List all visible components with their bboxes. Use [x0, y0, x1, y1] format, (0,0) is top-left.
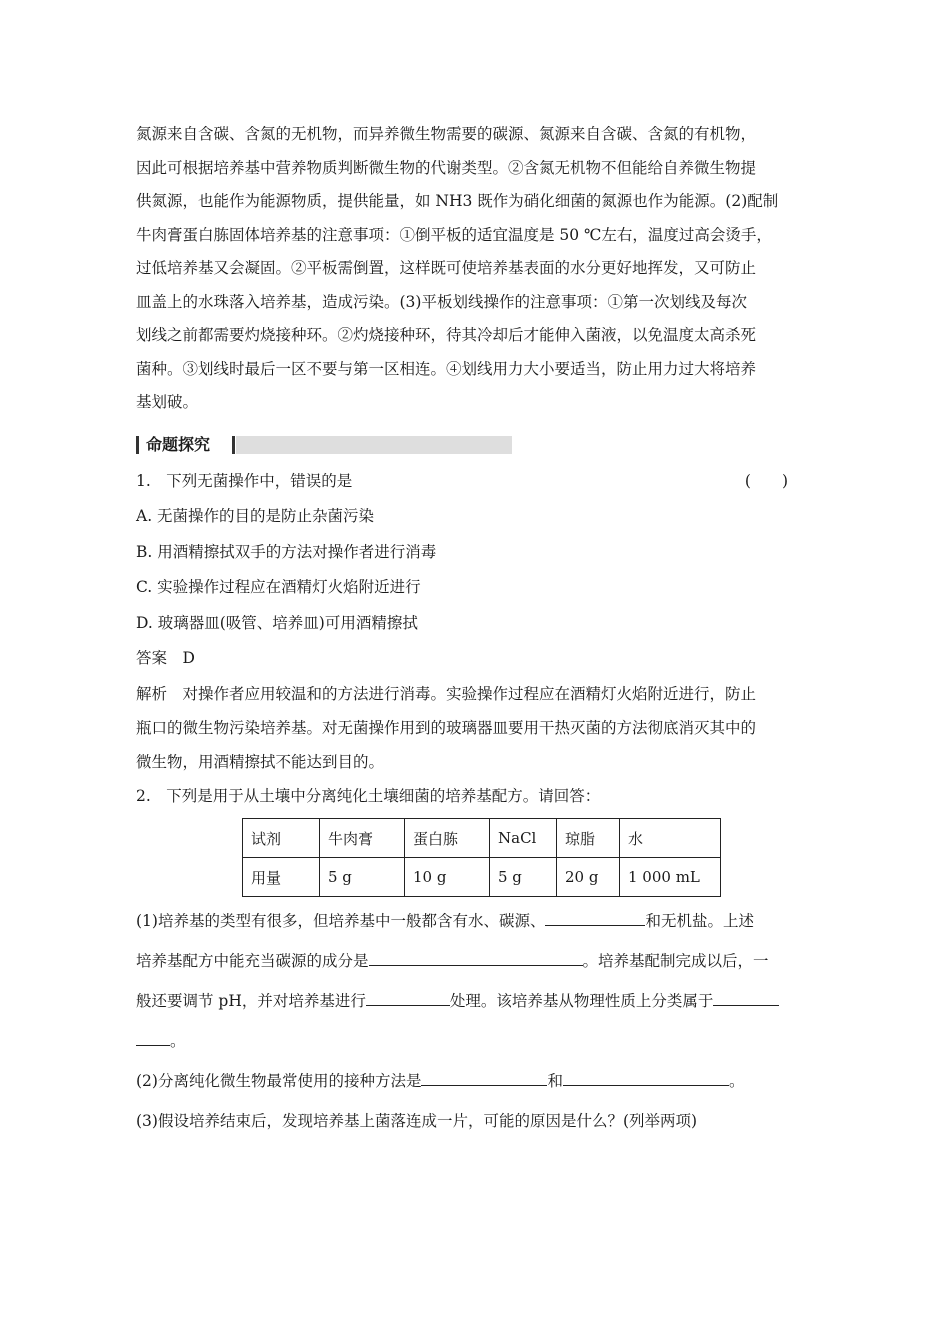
- text-line: 菌种。③划线时最后一区不要与第一区相连。④划线用力大小要适当，防止用力过大将培养: [136, 359, 757, 378]
- recipe-table: [242, 818, 721, 897]
- section-header-tick-left: [136, 436, 139, 454]
- table-cell: 20 g: [557, 858, 620, 897]
- option-d: D. 玻璃器皿(吸管、培养皿)可用酒精擦拭: [136, 613, 418, 632]
- table-cell: 10 g: [405, 858, 490, 897]
- question-2: [136, 779, 826, 1142]
- option-a: A. 无菌操作的目的是防止杂菌污染: [136, 507, 375, 525]
- text-fragment: (1)培养基的类型有很多，但培养基中一般都含有水、碳源、: [136, 912, 546, 930]
- document-page: [136, 118, 826, 1141]
- table-row: [243, 819, 721, 858]
- text-line: (3)假设培养结束后，发现培养基上菌落连成一片，可能的原因是什么？(列举两项): [136, 1112, 698, 1130]
- text-line: 皿盖上的水珠落入培养基，造成污染。(3)平板划线操作的注意事项：①第一次划线及每次: [136, 292, 747, 311]
- sub-question-3: [136, 1101, 826, 1141]
- option-c: C. 实验操作过程应在酒精灯火焰附近进行: [136, 578, 421, 596]
- table-cell: 牛肉膏: [320, 819, 405, 858]
- table-cell: 蛋白胨: [405, 819, 490, 858]
- fill-blank[interactable]: [369, 947, 583, 966]
- option-b: B. 用酒精擦拭双手的方法对操作者进行消毒: [136, 542, 437, 561]
- text-line: 过低培养基又会凝固。②平板需倒置，这样既可使培养基表面的水分更好地挥发，又可防止: [136, 259, 757, 277]
- table-cell: NaCl: [490, 819, 557, 858]
- answer-parentheses: ( ): [744, 471, 788, 490]
- fill-blank[interactable]: [713, 987, 779, 1006]
- table-cell: 试剂: [243, 819, 320, 858]
- text-line: 瓶口的微生物污染培养基。对无菌操作用到的玻璃器皿要用干热灭菌的方法彻底消灭其中的: [136, 718, 757, 737]
- fill-blank[interactable]: [563, 1067, 729, 1086]
- text-line: 供氮源，也能作为能源物质，提供能量，如 NH3 既作为硝化细菌的氮源也作为能源。(2)配制: [136, 192, 779, 210]
- fill-blank[interactable]: [136, 1027, 170, 1046]
- section-title: 命题探究: [146, 434, 211, 454]
- fill-blank[interactable]: [366, 987, 450, 1006]
- text-line: 微生物，用酒精擦拭不能达到目的。: [136, 752, 385, 771]
- question-2-stem: 2. 下列是用于从土壤中分离纯化土壤细菌的培养基配方。请回答：: [136, 786, 601, 805]
- table-cell: 1 000 mL: [620, 858, 721, 897]
- text-fragment: 。培养基配制完成以后，一: [582, 952, 769, 970]
- text-fragment: 和无机盐。上述: [645, 912, 754, 930]
- section-header: [136, 434, 512, 458]
- text-fragment: (2)分离纯化微生物最常使用的接种方法是: [136, 1072, 422, 1090]
- text-line: 解析 对操作者应用较温和的方法进行消毒。实验操作过程应在酒精灯火焰附近进行，防止: [136, 684, 757, 703]
- table-cell: 用量: [243, 858, 320, 897]
- fill-blank[interactable]: [421, 1067, 547, 1086]
- table-cell: 5 g: [490, 858, 557, 897]
- text-line: 牛肉膏蛋白胨固体培养基的注意事项：①倒平板的适宜温度是 50 ℃左右，温度过高会烫手，: [136, 225, 772, 244]
- text-fragment: 。: [728, 1072, 745, 1090]
- sub-question-2: [136, 1061, 826, 1101]
- question-1: [136, 464, 826, 779]
- fill-blank[interactable]: [545, 907, 645, 926]
- text-fragment: 培养基配方中能充当碳源的成分是: [136, 952, 369, 970]
- table-cell: 水: [620, 819, 721, 858]
- sub-question-1: [136, 901, 826, 1061]
- text-fragment: 和: [547, 1072, 563, 1090]
- table-row: [243, 858, 721, 897]
- answer-line: 答案 D: [136, 649, 195, 667]
- table-cell: 琼脂: [557, 819, 620, 858]
- text-line: 划线之前都需要灼烧接种环。②灼烧接种环，待其冷却后才能伸入菌液，以免温度太高杀死: [136, 326, 757, 344]
- text-fragment: 处理。该培养基从物理性质上分类属于: [449, 992, 714, 1010]
- text-fragment: 。: [170, 1032, 186, 1050]
- table-cell: 5 g: [320, 858, 405, 897]
- text-line: 基划破。: [136, 393, 199, 411]
- explanation: [136, 677, 826, 779]
- text-fragment: 般还要调节 pH，并对培养基进行: [136, 992, 366, 1010]
- question-1-stem: 1. 下列无菌操作中，错误的是: [136, 471, 353, 490]
- text-line: 因此可根据培养基中营养物质判断微生物的代谢类型。②含氮无机物不但能给自养微生物提: [136, 158, 757, 177]
- section-header-tick-right: [232, 436, 235, 454]
- intro-paragraph: [136, 118, 826, 420]
- section-header-bar: [236, 436, 512, 454]
- text-line: 氮源来自含碳、含氮的无机物，而异养微生物需要的碳源、氮源来自含碳、含氮的有机物，: [136, 125, 757, 143]
